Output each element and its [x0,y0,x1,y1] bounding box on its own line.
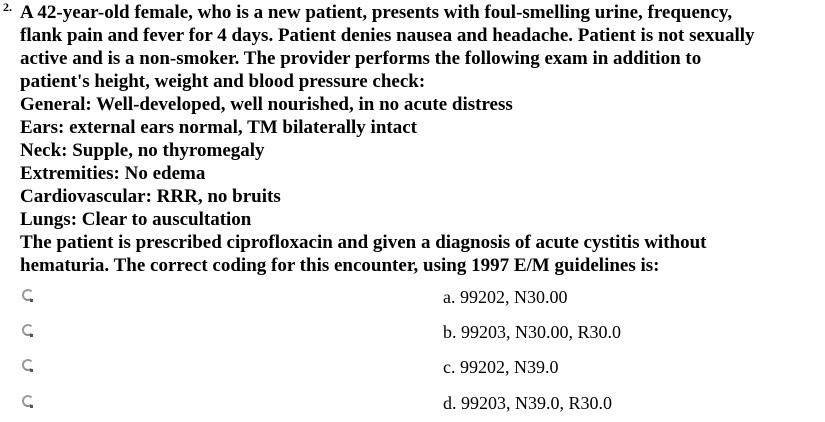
radio-indicator-icon [30,299,33,302]
option-a[interactable] [0,286,825,316]
radio-indicator-icon [30,369,33,372]
option-c[interactable] [0,356,825,386]
exam-extremities: Extremities: No edema [20,163,206,184]
option-a-label[interactable]: a. 99202, N30.00 [443,287,568,307]
option-b[interactable] [0,321,825,351]
exam-lungs: Lungs: Clear to auscultation [20,209,252,230]
question-number: 2. [3,0,12,14]
radio-indicator-icon [30,334,33,337]
option-d-label[interactable]: d. 99203, N39.0, R30.0 [443,393,613,413]
exam-cardiovascular: Cardiovascular: RRR, no bruits [20,186,281,207]
question-text [20,1,810,277]
option-b-label[interactable]: b. 99203, N30.00, R30.0 [443,322,622,342]
question-line: patient's height, weight and blood pressure check: [20,71,426,92]
exam-general: General: Well-developed, well nourished, in no acute distress [20,94,513,115]
question-line: active and is a non-smoker. The provider performs the following exam in addition to [20,48,702,69]
question-line: hematuria. The correct coding for this encounter, using 1997 E/M guidelines is: [20,255,660,276]
exam-ears: Ears: external ears normal, TM bilaterally intact [20,117,417,138]
radio-indicator-icon [30,405,33,408]
question-line: flank pain and fever for 4 days. Patient denies nausea and headache. Patient is not sexually [20,25,755,46]
option-c-label[interactable]: c. 99202, N39.0 [443,357,559,377]
question-line: A 42-year-old female, who is a new patient, presents with foul-smelling urine, frequency, [20,2,733,23]
question-line: The patient is prescribed ciprofloxacin and given a diagnosis of acute cystitis without [20,232,707,253]
option-d[interactable] [0,392,825,422]
exam-neck: Neck: Supple, no thyromegaly [20,140,265,161]
